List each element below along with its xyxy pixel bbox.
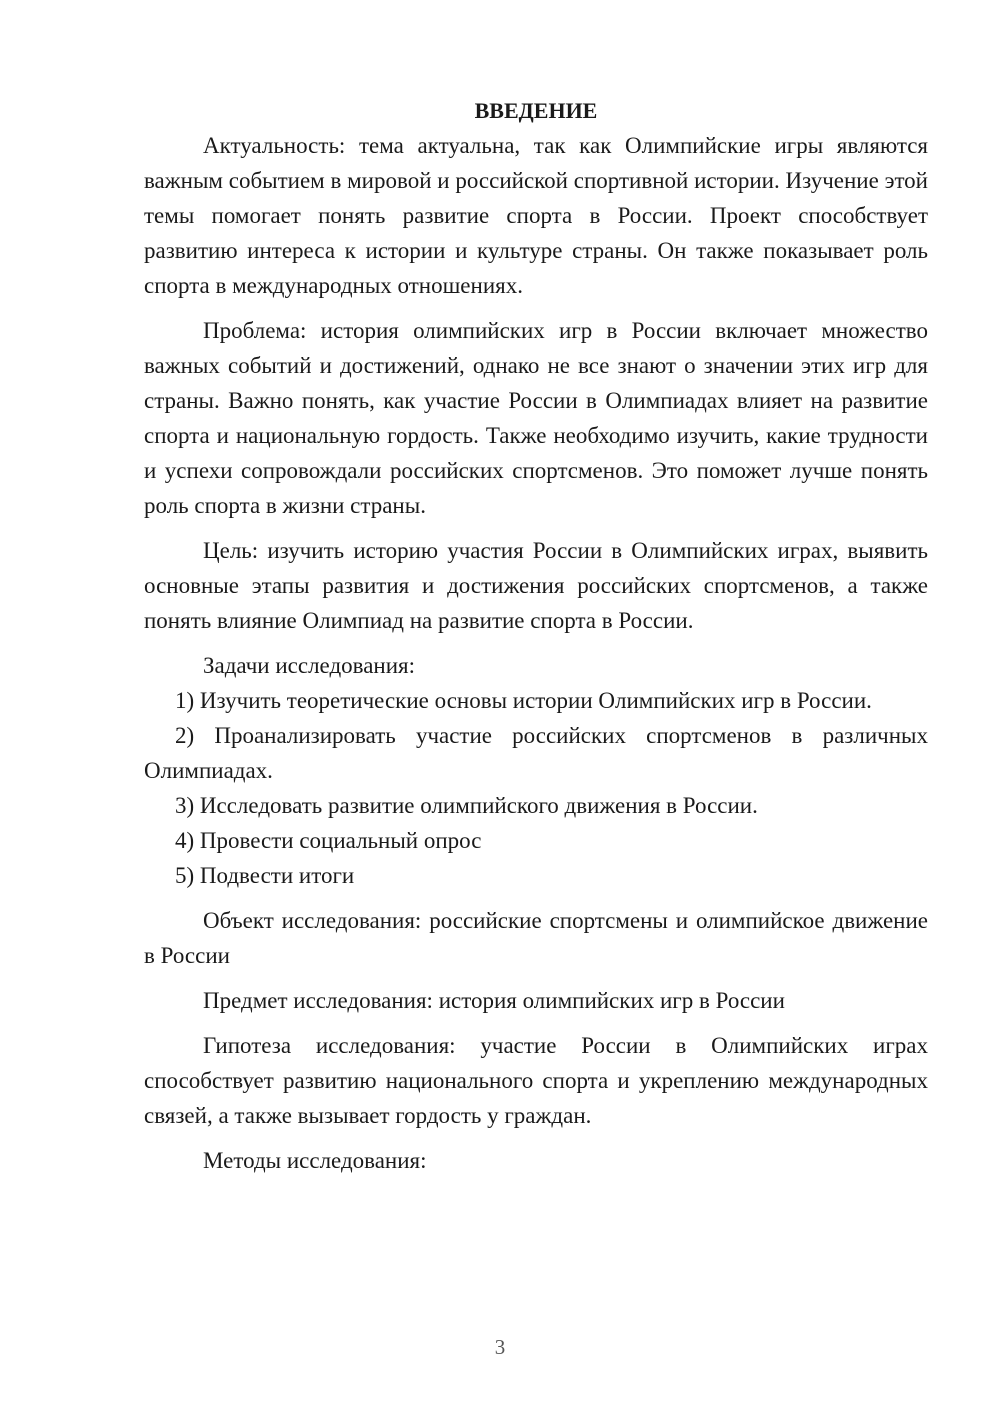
page-number: 3 <box>494 1335 506 1359</box>
task-item-2: 2) Проанализировать участие российских спортсменов в различных Олимпиадах. <box>144 723 928 783</box>
object-paragraph: Объект исследования: российские спортсмены и олимпийское движение в России <box>144 908 928 968</box>
goal-paragraph: Цель: изучить историю участия России в Олимпийских играх, выявить основные этапы развития и достижения российских спортсменов, а также понять влияние Олимпиад на развитие спорта в России. <box>144 538 928 633</box>
task-item-4: 4) Провести социальный опрос <box>175 828 482 853</box>
task-item-3: 3) Исследовать развитие олимпийского движения в России. <box>175 793 758 818</box>
task-item-5: 5) Подвести итоги <box>175 863 355 888</box>
hypothesis-paragraph: Гипотеза исследования: участие России в Олимпийских играх способствует развитию национального спорта и укреплению международных связей, а также вызывает гордость у граждан. <box>144 1033 928 1128</box>
methods-title: Методы исследования: <box>203 1148 427 1173</box>
tasks-title: Задачи исследования: <box>203 653 416 678</box>
page-body <box>144 93 928 1178</box>
relevance-paragraph: Актуальность: тема актуальна, так как Олимпийские игры являются важным событием в мировой и российской спортивной истории. Изучение этой темы помогает понять развитие спорта в России. Проект способствует развитию интереса к истории и культуре страны. Он также показывает роль спорта в международных отношениях. <box>144 133 928 298</box>
task-item-1: 1) Изучить теоретические основы истории Олимпийских игр в России. <box>175 688 872 713</box>
problem-paragraph: Проблема: история олимпийских игр в России включает множество важных событий и достижений, однако не все знают о значении этих игр для страны. Важно понять, как участие России в Олимпиадах влияет на развитие спорта и национальную гордость. Также необходимо изучить, какие трудности и успехи сопровождали российских спортсменов. Это поможет лучше понять роль спорта в жизни страны. <box>144 318 928 518</box>
section-heading: ВВЕДЕНИЕ <box>474 98 598 123</box>
subject-paragraph: Предмет исследования: история олимпийских игр в России <box>203 988 785 1013</box>
